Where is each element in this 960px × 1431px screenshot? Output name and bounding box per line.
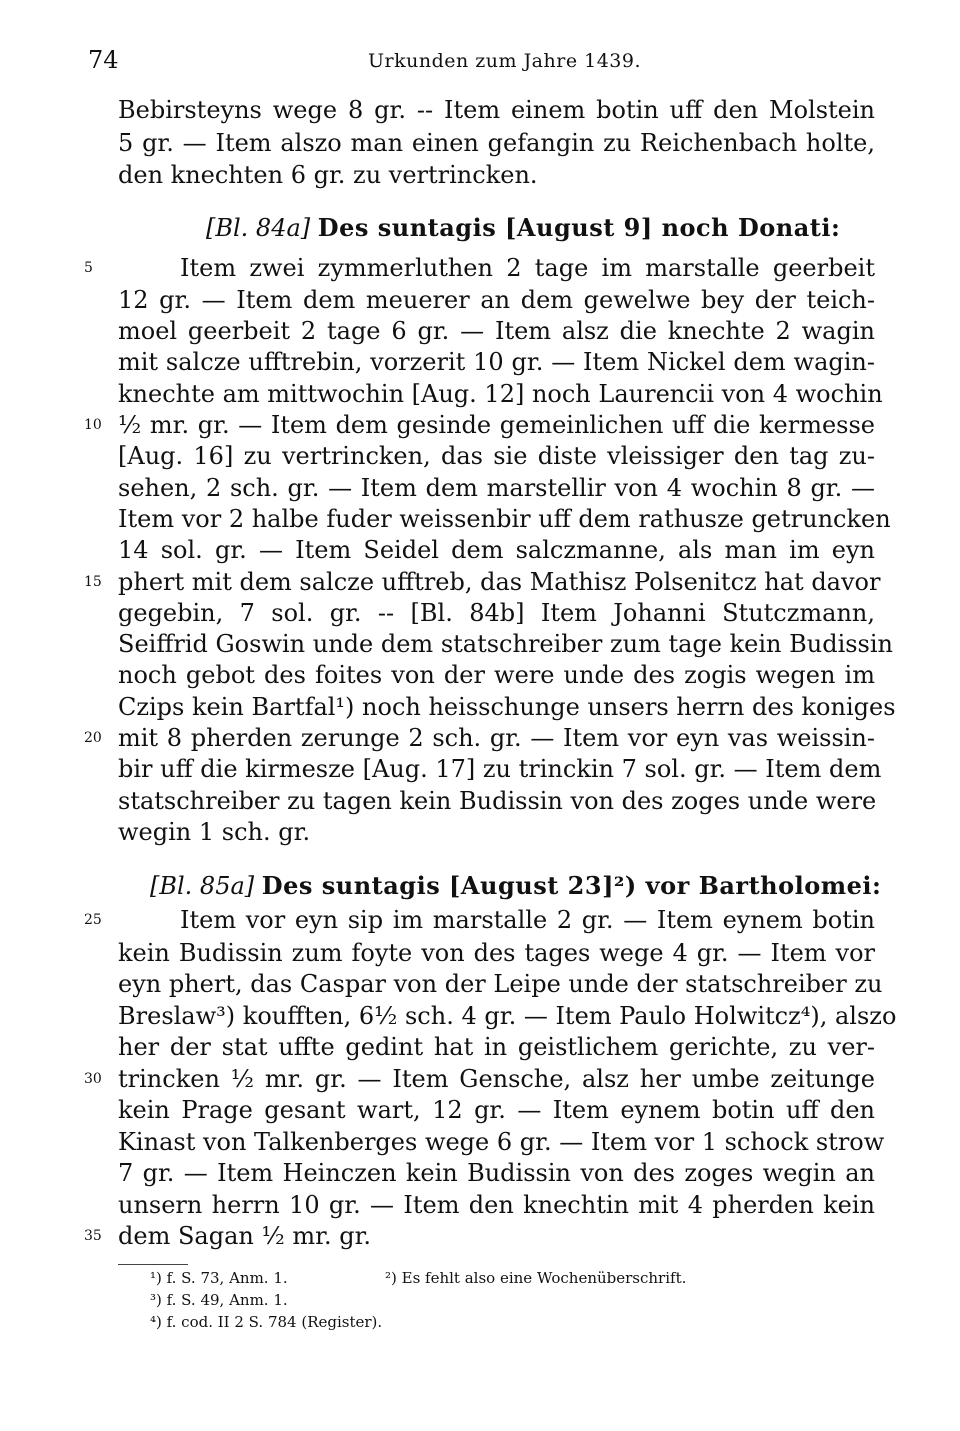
folio-reference: [Bl. 85a] <box>150 872 255 900</box>
line-number: 20 <box>84 730 102 746</box>
text-line: 14 sol. gr. — Item Seidel dem salczmanne, als man im eyn <box>118 536 875 564</box>
text-line: phert mit dem salcze ufftreb, das Mathisz Polsenitcz hat davor <box>118 568 881 596</box>
running-head: Urkunden zum Jahre 1439. <box>368 50 642 72</box>
text-line: wegin 1 sch. gr. <box>118 818 311 846</box>
text-line: [Aug. 16] zu vertrincken, das sie diste vleissiger den tag zu- <box>118 442 875 470</box>
text-line: gegebin, 7 sol. gr. -- [Bl. 84b] Item Johanni Stutczmann, <box>118 599 875 627</box>
text-line: bir uff die kirmesze [Aug. 17] zu trinckin 7 sol. gr. — Item dem <box>118 755 882 783</box>
text-line: 5 gr. — Item alszo man einen gefangin zu Reichenbach holte, <box>118 129 875 157</box>
text-line: Item vor eyn sip im marstalle 2 gr. — Item eynem botin <box>180 906 875 934</box>
text-line: her der stat uffte gedint hat in geistlichem gerichte, zu ver- <box>118 1033 875 1061</box>
folio-reference: [Bl. 84a] <box>206 214 311 242</box>
line-number: 30 <box>84 1071 102 1087</box>
text-line: ½ mr. gr. — Item dem gesinde gemeinlichen uff die kermesse <box>118 411 875 439</box>
section-title: Des suntagis [August 23]²) vor Bartholomei: <box>261 871 882 900</box>
text-line: den knechten 6 gr. zu vertrincken. <box>118 161 538 189</box>
text-line: dem Sagan ½ mr. gr. <box>118 1222 372 1250</box>
line-number: 25 <box>84 912 102 928</box>
text-line: Bebirsteyns wege 8 gr. -- Item einem botin uff den Molstein <box>118 96 875 124</box>
page-header <box>0 44 960 78</box>
text-line: Seiffrid Goswin unde dem statschreiber zum tage kein Budissin <box>118 630 894 658</box>
text-line: Kinast von Talkenberges wege 6 gr. — Item vor 1 schock strow <box>118 1128 885 1156</box>
section-title: Des suntagis [August 9] noch Donati: <box>317 213 841 242</box>
footnote: ¹) f. S. 73, Anm. 1. <box>150 1269 288 1287</box>
text-line: kein Budissin zum foyte von des tages wege 4 gr. — Item vor <box>118 939 875 967</box>
text-line: sehen, 2 sch. gr. — Item dem marstellir von 4 wochin 8 gr. — <box>118 474 875 502</box>
line-number: 5 <box>84 260 93 276</box>
line-number: 35 <box>84 1228 102 1244</box>
section-heading <box>150 871 881 901</box>
section-heading <box>206 213 840 243</box>
text-line: eyn phert, das Caspar von der Leipe unde der statschreiber zu <box>118 970 883 998</box>
text-line: Breslaw³) koufften, 6½ sch. 4 gr. — Item Paulo Holwitcz⁴), alszo <box>118 1002 897 1030</box>
text-line: noch gebot des foites von der were unde des zogis wegen im <box>118 661 875 689</box>
footnote-rule <box>118 1264 188 1265</box>
line-number: 10 <box>84 417 102 433</box>
footnote: ²) Es fehlt also eine Wochenüberschrift. <box>385 1269 687 1287</box>
text-line: mit 8 pherden zerunge 2 sch. gr. — Item vor eyn vas weissin- <box>118 724 875 752</box>
text-line: moel geerbeit 2 tage 6 gr. — Item alsz die knechte 2 wagin <box>118 317 875 345</box>
text-line: 7 gr. — Item Heinczen kein Budissin von des zoges wegin an <box>118 1159 875 1187</box>
text-line: Czips kein Bartfal¹) noch heisschunge unsers herrn des koniges <box>118 693 896 721</box>
text-line: mit salcze ufftrebin, vorzerit 10 gr. — Item Nickel dem wagin- <box>118 348 875 376</box>
page-number: 74 <box>88 46 119 74</box>
text-line: 12 gr. — Item dem meuerer an dem gewelwe bey der teich- <box>118 286 875 314</box>
text-line: Item vor 2 halbe fuder weissenbir uff dem rathusze getruncken <box>118 505 891 533</box>
text-line: trincken ½ mr. gr. — Item Gensche, alsz her umbe zeitunge <box>118 1065 875 1093</box>
footnote: ³) f. S. 49, Anm. 1. <box>150 1291 288 1309</box>
text-line: Item zwei zymmerluthen 2 tage im marstalle geerbeit <box>180 254 875 282</box>
text-line: statschreiber zu tagen kein Budissin von des zoges unde were <box>118 787 877 815</box>
line-number: 15 <box>84 574 102 590</box>
footnote: ⁴) f. cod. II 2 S. 784 (Register). <box>150 1313 383 1331</box>
text-line: unsern herrn 10 gr. — Item den knechtin mit 4 pherden kein <box>118 1191 875 1219</box>
text-line: kein Prage gesant wart, 12 gr. — Item eynem botin uff den <box>118 1096 875 1124</box>
text-line: knechte am mittwochin [Aug. 12] noch Laurencii von 4 wochin <box>118 380 883 408</box>
